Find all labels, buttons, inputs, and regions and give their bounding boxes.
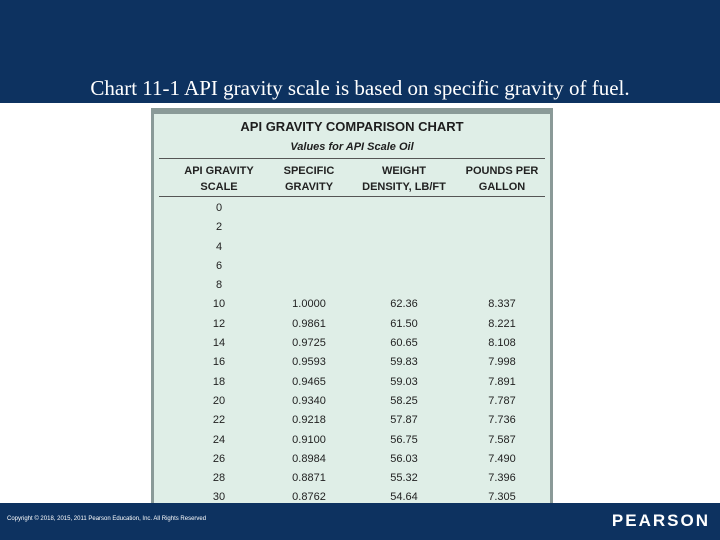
table-cell: 30 xyxy=(212,491,226,504)
table-cell: 0.8871 xyxy=(292,472,326,485)
table-row xyxy=(154,373,550,392)
table-cell: 0.9593 xyxy=(292,356,326,369)
column-header-specific-gravity xyxy=(269,163,349,195)
table-cell: 22 xyxy=(212,414,226,427)
table-cell: 57.87 xyxy=(390,414,418,427)
table-cell: 4 xyxy=(215,240,223,253)
table-row xyxy=(154,392,550,411)
column-header-line: GRAVITY xyxy=(284,181,334,193)
table-cell: 16 xyxy=(212,356,226,369)
table-row xyxy=(154,199,550,218)
table-cell: 24 xyxy=(212,433,226,446)
table-cell: 18 xyxy=(212,375,226,388)
column-header-line: WEIGHT xyxy=(382,165,426,177)
table-cell: 28 xyxy=(212,472,226,485)
table-row xyxy=(154,276,550,295)
table-cell: 12 xyxy=(212,317,226,330)
table-cell: 60.65 xyxy=(390,337,418,350)
table-cell: 62.36 xyxy=(390,298,418,311)
table-cell: 0.9861 xyxy=(292,317,326,330)
table-cell: 59.83 xyxy=(390,356,418,369)
table-row xyxy=(154,411,550,430)
copyright-text: Copyright © 2018, 2015, 2011 Pearson Education, Inc. All Rights Reserved xyxy=(7,516,207,522)
chart-title: API GRAVITY COMPARISON CHART xyxy=(240,119,464,134)
table-cell: 8.337 xyxy=(488,298,516,311)
table-cell: 7.305 xyxy=(488,491,516,504)
column-header-api-gravity xyxy=(184,163,254,195)
table-cell: 2 xyxy=(215,221,223,234)
table-cell: 20 xyxy=(212,394,226,407)
table-row xyxy=(154,450,550,469)
column-header-line: GALLON xyxy=(478,181,526,193)
table-cell: 56.03 xyxy=(390,452,418,465)
table-cell: 26 xyxy=(212,452,226,465)
table-row xyxy=(154,257,550,276)
table-cell: 61.50 xyxy=(390,317,418,330)
table-cell: 7.736 xyxy=(488,414,516,427)
table-cell: 0.9725 xyxy=(292,337,326,350)
table-row xyxy=(154,469,550,488)
table-cell: 7.587 xyxy=(488,433,516,446)
column-header-line: POUNDS PER xyxy=(465,165,539,177)
table-cell: 7.891 xyxy=(488,375,516,388)
table-cell: 0.9465 xyxy=(292,375,326,388)
column-header-line: DENSITY, LB/FT xyxy=(362,181,446,193)
table-row xyxy=(154,238,550,257)
slide-title: Chart 11-1 API gravity scale is based on specific gravity of fuel. xyxy=(90,76,630,100)
table-row xyxy=(154,315,550,334)
column-header-line: SPECIFIC xyxy=(283,165,335,177)
table-cell: 1.0000 xyxy=(292,298,326,311)
table-cell: 0.9340 xyxy=(292,394,326,407)
table-cell: 10 xyxy=(212,298,226,311)
chart-panel xyxy=(151,108,553,503)
table-cell: 7.787 xyxy=(488,394,516,407)
table-row xyxy=(154,431,550,450)
table-cell: 8 xyxy=(215,279,223,292)
table-cell: 7.396 xyxy=(488,472,516,485)
table-row xyxy=(154,218,550,237)
table-cell: 14 xyxy=(212,337,226,350)
table-row xyxy=(154,353,550,372)
table-cell: 6 xyxy=(215,259,223,272)
table-cell: 0.8984 xyxy=(292,452,326,465)
chart-subtitle: Values for API Scale Oil xyxy=(290,141,414,153)
table-cell: 7.998 xyxy=(488,356,516,369)
table-cell: 54.64 xyxy=(390,491,418,504)
column-header-weight-density xyxy=(354,163,454,195)
table-cell: 7.490 xyxy=(488,452,516,465)
table-cell: 0.8762 xyxy=(292,491,326,504)
table-cell: 8.108 xyxy=(488,337,516,350)
column-header-pounds-per-gallon xyxy=(454,163,550,195)
table-cell: 0 xyxy=(215,202,223,214)
table-cell: 0.9218 xyxy=(292,414,326,427)
table-cell: 0.9100 xyxy=(292,433,326,446)
table-cell: 58.25 xyxy=(390,394,418,407)
pearson-logo: PEARSON xyxy=(611,511,710,530)
table-cell: 59.03 xyxy=(390,375,418,388)
header-divider xyxy=(159,196,545,197)
column-header-line: SCALE xyxy=(200,181,238,193)
table-body xyxy=(154,199,550,508)
panel-top-border xyxy=(154,108,550,114)
column-header-line: API GRAVITY xyxy=(184,165,254,177)
table-cell: 55.32 xyxy=(390,472,418,485)
table-row xyxy=(154,334,550,353)
table-row xyxy=(154,295,550,314)
table-cell: 56.75 xyxy=(390,433,418,446)
table-cell: 8.221 xyxy=(488,317,516,330)
header-divider xyxy=(159,158,545,159)
